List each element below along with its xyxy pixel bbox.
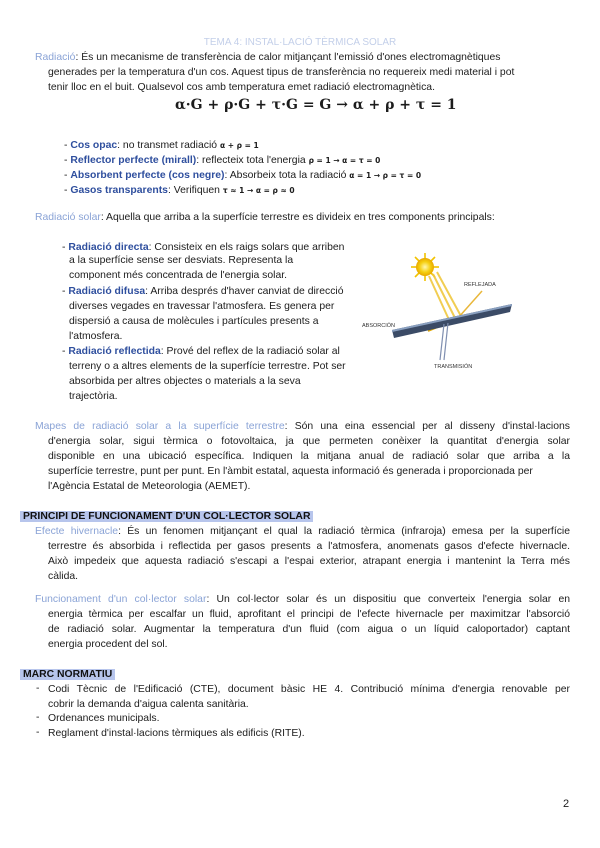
marc-item-1-line-1: Codi Tècnic de l'Edificació (CTE), document bàsic HE 4. Contribució mínima d'energia renovable per [48,684,570,695]
reflectida-line-3: absorbida per altres objectes o materials a la seva [69,376,301,387]
difusa-line-1: - Radiació difusa: Arriba després d'haver canviat de direcció [62,286,344,297]
surface-plate-icon [392,304,512,338]
func-line-3: de radiació solar. Augmentar la temperatura d'un fluid (com aigua o un líquid caloportador) captant [48,624,570,635]
efecte-line-3: Això impedeix que aquesta radiació s'escapi a l'espai exterior, atrapant energia i mantenint la Terra més [48,556,570,567]
directa-line-3: component més concentrada de l'energia solar. [69,270,288,281]
transmission-ray-icon [440,323,448,360]
efecte-line-4: càlida. [48,571,79,582]
efecte-line-2: terrestre és absorbida i reflectida per gasos presents a l'atmosfera, anomenats gasos d'efecte hivernacle. [48,541,570,552]
bullet-gasos-transparents: - Gasos transparents: Verifiquen τ ≈ 1 → α = ρ ≈ 0 [64,185,295,196]
func-line-1: Funcionament d'un col·lector solar: Un col·lector solar és un dispositiu que converteix l'energia solar en [35,594,570,605]
radiacio-text: : És un mecanisme de transferència de calor mitjançant l'emissió d'ones electromagnètiques [75,52,501,63]
bullet-cos-opac: - Cos opac: no transmet radiació α + ρ = 1 [64,140,259,151]
radiacio-line-1 [35,51,500,64]
directa-line-1: - Radiació directa: Consisteix en els raigs solars que arriben [62,242,345,253]
bullet-reflector-perfecte: - Reflector perfecte (mirall): reflecteix tota l'energia ρ = 1 → α = τ = 0 [64,155,381,166]
mapes-line-4: superfície terrestre, punt per punt. En l'àmbit estatal, aquesta informació és generada i proporcionada per [48,466,533,477]
mapes-line-3: disponible en una ubicació específica. Indiquen la mitjana anual de radiació solar que arriba a la [48,451,570,462]
reflectida-line-1: - Radiació reflectida: Prové del reflex de la radiació solar al [62,346,340,357]
principi-heading: PRINCIPI DE FUNCIONAMENT D'UN COL·LECTOR SOLAR [20,510,313,523]
solar-radiation-diagram [352,244,512,374]
difusa-line-4: l'atmosfera. [69,331,123,342]
page-header: TEMA 4: INSTAL·LACIÓ TÈRMICA SOLAR [203,37,397,48]
page-number: 2 [563,798,570,810]
marc-heading: MARC NORMATIU [20,668,115,681]
marc-item-1-line-2: cobrir la demanda d'aigua calenta sanitària. [48,699,249,710]
mapes-line-2: d'energia solar, sigui tèrmica o fotovoltaica, ja que permeten conèixer la quantitat d'energia solar [48,436,570,447]
document-page: TEMA 4: INSTAL·LACIÓ TÈRMICA SOLAR Radiació: És un mecanisme de transferència de calor mitjançant l'emissió d'ones electromagnètiques generades per la temperatura d'un cos. Aquest tipus de transferència no requereix medi material i pot tenir lloc en el buit. Qualsevol cos amb temperatura emet radiació electromagnètica. α·G + ρ·G + τ·G = G → α + ρ + τ = 1 - Cos opac: no transmet radiació α + ρ = 1 - Reflector perfecte (mirall): reflecteix tota l'energia ρ = 1 → α = τ = 0 - Absorbent perfecte (cos negre): Absorbeix tota la radiació α = 1 → ρ = τ = 0 - Gasos transparents: Verifiquen τ ≈ 1 → α = ρ ≈ 0 Radiació solar: Aquella que arriba a la superfície terrestre es divideix en tres components principals: - Radiació directa: Consisteix en els raigs solars que arriben a la superfície sense ser desviats. Representa la component més concentrada de l'energia solar. - Radiació difusa: Arriba després d'haver canviat de direcció diverses vegades en travessar l'atmosfera. Es genera per dispersió a causa de molècules i partícules presents a l'atmosfera. - Radiació reflectida: Prové del reflex de la radiació solar al terreny o a altres elements de la superfície terrestre. Pot ser absorbida per altres objectes o materials a la seva trajectòria. REFLEJADA ABSORCIÓN TRANSMISIÓN Mapes de radiació solar a la superfície terrestre: Són una eina essencial per al disseny d'instal·lacions d'energia solar, sigui tèrmica o fotovoltaica, ja que permeten conèixer la quantitat d'energia solar disponible en una ubicació específica. Indiquen la mitjana anual de radiació solar que arriba a la superfície terrestre, punt per punt. En l'àmbit estatal, aquesta informació és generada i proporcionada per l'Agència Estatal de Meteorologia (AEMET). PRINCIPI DE FUNCIONAMENT D'UN COL·LECTOR SOLAR Efecte hivernacle: És un fenomen mitjançant el qual la radiació tèrmica (infraroja) emesa per la superfície terrestre és absorbida i reflectida per gasos presents a l'atmosfera, anomenats gasos d'efecte hivernacle. Això impedeix que aquesta radiació s'escapi a l'espai exterior, atrapant energia i mantenint la Terra més càlida. Funcionament d'un col·lector solar: Un col·lector solar és un dispositiu que converteix l'energia solar en energia tèrmica per escalfar un fluid, aprofitant el principi de l'efecte hivernacle per maximitzar l'absorció de radiació solar. Augmentar la temperatura d'un fluid (com aigua o un líquid caloportador) captant energia procedent del sol. MARC NORMATIU - Codi Tècnic de l'Edificació (CTE), document bàsic HE 4. Contribució mínima d'energia renovable per cobrir la demanda d'aigua calenta sanitària. - Ordenances municipals. - Reglament d'instal·lacions tèrmiques als edificis (RITE). 2 [0,0,600,848]
radiacio-line-2: generades per la temperatura d'un cos. Aquest tipus de transferència no requereix medi material i pot [48,67,515,78]
efecte-line-1: Efecte hivernacle: És un fenomen mitjançant el qual la radiació tèrmica (infraroja) emesa per la superfície [35,526,570,537]
energy-balance-formula: α·G + ρ·G + τ·G = G → α + ρ + τ = 1 [175,97,457,113]
reflectida-line-2: terreny o a altres elements de la superfície terrestre. Pot ser [69,361,346,372]
label-transmitted: TRANSMISIÓN [434,364,473,370]
label-absorbed: ABSORCIÓN [362,323,396,329]
mapes-paragraph: Mapes de radiació solar a la superfície terrestre: Són una eina essencial per al disseny d'instal·lacions [35,421,570,432]
marc-item-3: Reglament d'instal·lacions tèrmiques als edificis (RITE). [48,728,305,739]
func-line-4: energia procedent del sol. [48,639,168,650]
radiacio-term: Radiació [35,52,76,63]
directa-line-2: a la superfície sense ser desviats. Representa la [69,255,294,266]
reflectida-line-4: trajectòria. [69,391,118,402]
difusa-line-2: diverses vegades en travessar l'atmosfera. Es genera per [69,301,335,312]
mapes-line-5: l'Agència Estatal de Meteorologia (AEMET). [48,481,251,492]
sun-rays-icon [429,272,462,322]
difusa-line-3: dispersió a causa de molècules i partícules presents a [69,316,319,327]
marc-item-2: Ordenances municipals. [48,713,160,724]
radiacio-solar-intro: Radiació solar: Aquella que arriba a la superfície terrestre es divideix en tres components principals: [35,212,495,223]
bullet-absorbent-perfecte: - Absorbent perfecte (cos negre): Absorbeix tota la radiació α = 1 → ρ = τ = 0 [64,170,422,181]
label-reflected: REFLEJADA [464,282,496,288]
radiacio-line-3: tenir lloc en el buit. Qualsevol cos amb temperatura emet radiació electromagnètica. [48,82,435,93]
func-line-2: energia tèrmica per escalfar un fluid, aprofitant el principi de l'efecte hivernacle per maximitzar l'absorció [48,609,570,620]
